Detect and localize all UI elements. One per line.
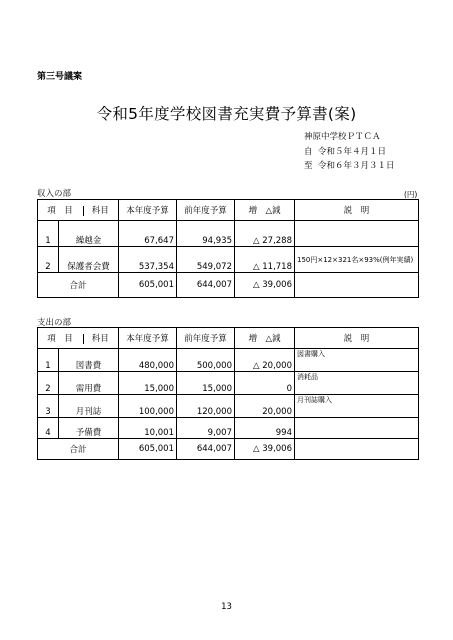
row-last-year: 94,935	[177, 221, 235, 247]
row-subject: 繰越金	[59, 221, 119, 247]
header-note: 説 明	[295, 328, 419, 349]
header-this-year: 本年度予算	[119, 200, 177, 221]
total-diff: △ 39,006	[235, 273, 295, 298]
row-note: 図書購入	[295, 349, 419, 372]
row-note: 月刊誌購入	[295, 395, 419, 418]
header-item: 項 目 科目	[38, 200, 119, 221]
row-subject: 予備費	[59, 418, 119, 439]
row-diff: △ 27,288	[235, 221, 295, 247]
table-row	[38, 221, 419, 247]
row-this-year: 67,647	[119, 221, 177, 247]
organization-name: 神原中学校ＰＴＣＡ	[304, 132, 381, 142]
total-last-year: 644,007	[177, 273, 235, 298]
header-note: 説 明	[295, 200, 419, 221]
row-number: 2	[38, 372, 59, 395]
expense-total-row	[38, 439, 419, 460]
row-this-year: 537,354	[119, 247, 177, 273]
row-last-year: 9,007	[177, 418, 235, 439]
row-note	[295, 221, 419, 247]
row-last-year: 15,000	[177, 372, 235, 395]
total-last-year: 644,007	[177, 439, 235, 460]
expense-header-row	[38, 328, 419, 349]
row-subject: 保護者会費	[59, 247, 119, 273]
row-this-year: 100,000	[119, 395, 177, 418]
total-note	[295, 439, 419, 460]
row-note	[295, 418, 419, 439]
row-diff: 0	[235, 372, 295, 395]
row-note: 消耗品	[295, 372, 419, 395]
to-label: 至	[304, 161, 313, 171]
total-diff: △ 39,006	[235, 439, 295, 460]
agenda-number: 第三号議案	[37, 72, 83, 82]
row-diff: 20,000	[235, 395, 295, 418]
total-label: 合計	[38, 273, 119, 298]
row-subject: 図書費	[59, 349, 119, 372]
income-header-row	[38, 200, 419, 221]
header-item: 項 目 科目	[38, 328, 119, 349]
income-table	[37, 199, 419, 298]
total-this-year: 605,001	[119, 439, 177, 460]
row-last-year: 120,000	[177, 395, 235, 418]
page-title: 令和5年度学校図書充実費予算書(案)	[96, 105, 357, 123]
total-note	[295, 273, 419, 298]
table-row	[38, 395, 419, 418]
header-last-year: 前年度予算	[177, 328, 235, 349]
total-this-year: 605,001	[119, 273, 177, 298]
row-number: 2	[38, 247, 59, 273]
header-diff: 増 △減	[235, 328, 295, 349]
from-label: 自	[304, 146, 313, 157]
row-number: 1	[38, 221, 59, 247]
row-number: 4	[38, 418, 59, 439]
organization-block	[304, 130, 395, 174]
expense-table	[37, 327, 419, 460]
table-row	[38, 418, 419, 439]
income-section-label: 収入の部	[37, 189, 72, 199]
total-label: 合計	[38, 439, 119, 460]
page-number: 13	[221, 602, 232, 612]
income-total-row	[38, 273, 419, 298]
unit-label: (円)	[404, 190, 418, 199]
row-last-year: 500,000	[177, 349, 235, 372]
table-row	[38, 247, 419, 273]
row-number: 3	[38, 395, 59, 418]
table-row	[38, 349, 419, 372]
period-from	[304, 145, 395, 160]
from-date: 令和５年４月１日	[318, 146, 387, 157]
row-this-year: 15,000	[119, 372, 177, 395]
period-to	[304, 159, 395, 174]
header-this-year: 本年度予算	[119, 328, 177, 349]
to-date: 令和６年３月３１日	[318, 161, 395, 171]
header-subject: 科目	[83, 206, 109, 216]
row-last-year: 549,072	[177, 247, 235, 273]
row-diff: △ 20,000	[235, 349, 295, 372]
header-subject: 科目	[83, 334, 109, 344]
row-subject: 需用費	[59, 372, 119, 395]
row-this-year: 480,000	[119, 349, 177, 372]
header-last-year: 前年度予算	[177, 200, 235, 221]
row-subject: 月刊誌	[59, 395, 119, 418]
row-this-year: 10,001	[119, 418, 177, 439]
row-diff: 994	[235, 418, 295, 439]
header-diff: 増 △減	[235, 200, 295, 221]
row-number: 1	[38, 349, 59, 372]
table-row	[38, 372, 419, 395]
row-diff: △ 11,718	[235, 247, 295, 273]
row-note: 150円×12×321名×93%(例年実績)	[295, 247, 419, 273]
expense-section-label: 支出の部	[37, 318, 72, 328]
